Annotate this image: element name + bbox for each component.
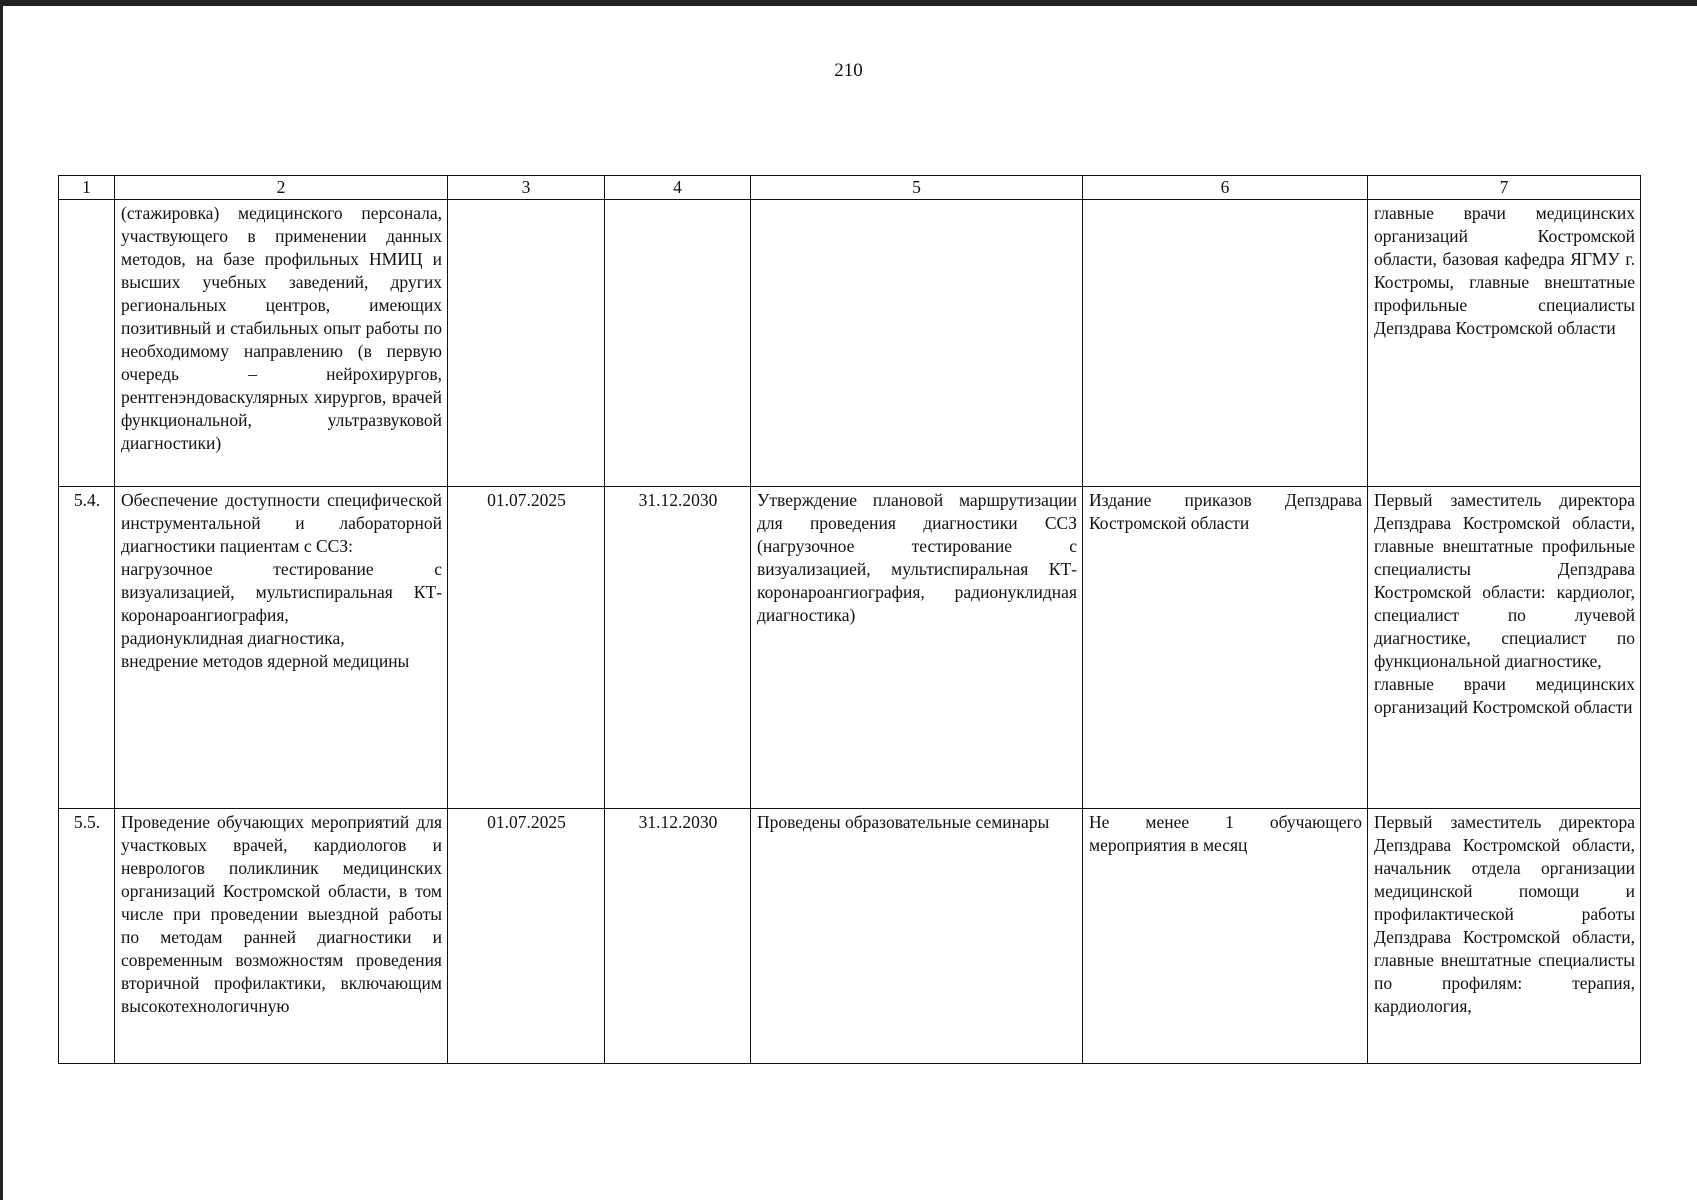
- activity-cell: [115, 200, 448, 487]
- row-number: 5.4.: [59, 487, 115, 809]
- indicator-cell: Издание приказов Депздрава Костромской области: [1083, 487, 1368, 809]
- cell-paragraph: Первый заместитель директора Депздрава Костромской области, главные внештатные профильные специалисты Депздрава Костромской области: кардиолог, специалист по лучевой диагностике, специалист по функциональной диагностике,: [1374, 490, 1635, 671]
- cell-paragraph: Проведение обучающих мероприятий для участковых врачей, кардиологов и неврологов поликлиник медицинских организаций Костромской области, в том числе при проведении выездной работы по методам ранней диагностики и современным возможностям проведения вторичной профилактики, включающим высокотехнологичную: [121, 812, 442, 1016]
- indicator-cell: [1083, 200, 1368, 487]
- column-header: 2: [115, 176, 448, 200]
- responsible-cell: [1368, 200, 1641, 487]
- column-header: 7: [1368, 176, 1641, 200]
- cell-paragraph: Первый заместитель директора Депздрава Костромской области, начальник отдела организации медицинской помощи и профилактической работы Депздрава Костромской области, главные внештатные специалисты по профилям: терапия, кардиология,: [1374, 812, 1635, 1016]
- cell-paragraph: нагрузочное тестирование с визуализацией, мультиспиральная КТ-коронароангиография,: [121, 559, 442, 625]
- activity-cell: [115, 809, 448, 1064]
- cell-paragraph: внедрение методов ядерной медицины: [121, 651, 410, 671]
- page-edge: [0, 0, 1697, 6]
- cell-paragraph: главные врачи медицинских организаций Костромской области, базовая кафедра ЯГМУ г. Костромы, главные внештатные профильные специалисты Депздрава Костромской области: [1374, 203, 1635, 338]
- end-date-cell: [605, 200, 751, 487]
- column-header: 1: [59, 176, 115, 200]
- table-header-row: [59, 176, 1641, 200]
- row-number: 5.5.: [59, 809, 115, 1064]
- cell-paragraph: главные врачи медицинских организаций Костромской области: [1374, 674, 1635, 717]
- activity-cell: [115, 487, 448, 809]
- page-number: 210: [834, 60, 863, 81]
- table-row: [59, 200, 1641, 487]
- result-cell: Проведены образовательные семинары: [751, 809, 1083, 1064]
- indicator-cell: Не менее 1 обучающего мероприятия в месяц: [1083, 809, 1368, 1064]
- column-header: 3: [448, 176, 605, 200]
- plan-table: [58, 175, 1641, 1064]
- row-number: [59, 200, 115, 487]
- end-date-cell: 31.12.2030: [605, 809, 751, 1064]
- column-header: 4: [605, 176, 751, 200]
- column-header: 6: [1083, 176, 1368, 200]
- end-date-cell: 31.12.2030: [605, 487, 751, 809]
- column-header: 5: [751, 176, 1083, 200]
- table-row: [59, 809, 1641, 1064]
- cell-paragraph: (стажировка) медицинского персонала, участвующего в применении данных методов, на базе профильных НМИЦ и высших учебных заведений, других региональных центров, имеющих позитивный и стабильных опыт работы по необходимому направлению (в первую очередь – нейрохирургов, рентгенэндоваскулярных хирургов, врачей функциональной, ультразвуковой диагностики): [121, 203, 442, 453]
- start-date-cell: 01.07.2025: [448, 487, 605, 809]
- responsible-cell: [1368, 809, 1641, 1064]
- start-date-cell: [448, 200, 605, 487]
- cell-paragraph: радионуклидная диагностика,: [121, 628, 345, 648]
- table-row: [59, 487, 1641, 809]
- cell-paragraph: Обеспечение доступности специфической инструментальной и лабораторной диагностики пациентам с ССЗ:: [121, 490, 442, 556]
- start-date-cell: 01.07.2025: [448, 809, 605, 1064]
- result-cell: [751, 200, 1083, 487]
- result-cell: Утверждение плановой маршрутизации для проведения диагностики ССЗ (нагрузочное тестирование с визуализацией, мультиспиральная КТ-коронароангиография, радионуклидная диагностика): [751, 487, 1083, 809]
- page-edge-left: [0, 0, 3, 1200]
- responsible-cell: [1368, 487, 1641, 809]
